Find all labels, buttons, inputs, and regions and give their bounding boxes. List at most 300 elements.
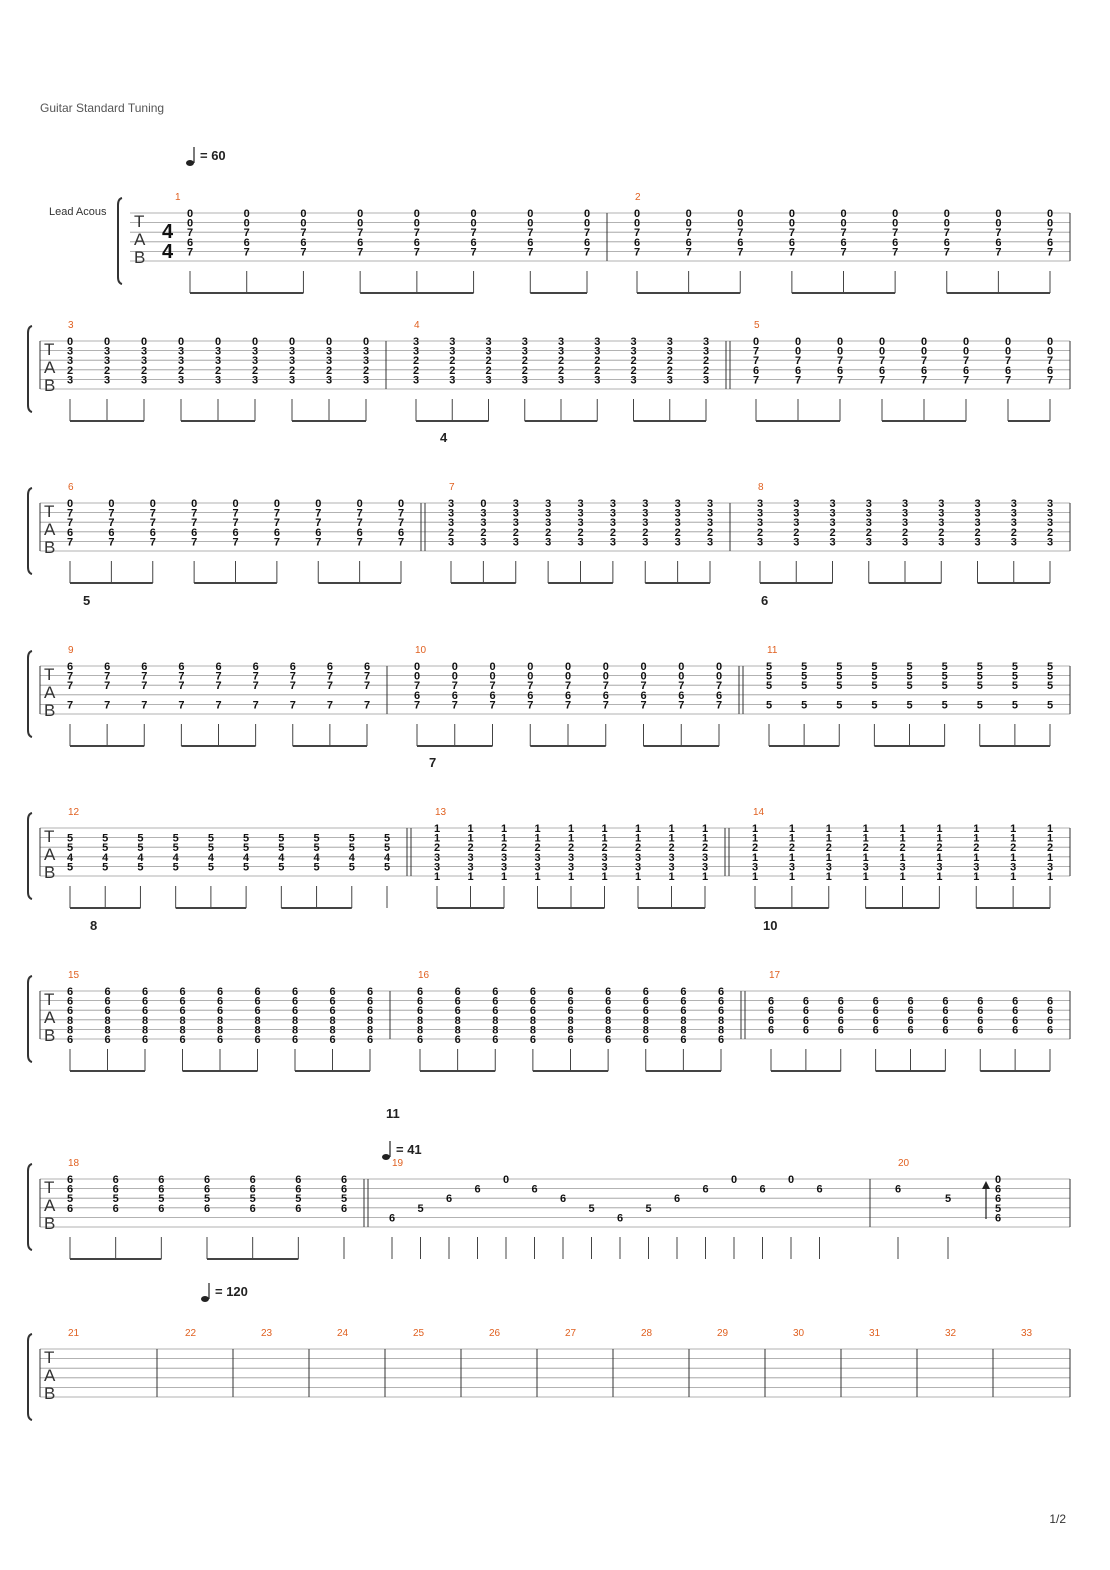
fret-number: 2	[974, 526, 981, 539]
fret-number: 6	[894, 1183, 902, 1196]
measure-number: 9	[68, 645, 74, 656]
tuning-header: Guitar Standard Tuning	[40, 101, 165, 115]
fret-number: 3	[577, 498, 584, 510]
fret-number: 3	[288, 355, 296, 368]
fret-number: 7	[108, 536, 115, 549]
fret-number: 7	[715, 680, 723, 693]
fret-number: 7	[640, 699, 647, 712]
fret-number: 2	[666, 364, 673, 377]
fret-number: 0	[943, 208, 950, 220]
fret-number: 5	[941, 661, 948, 673]
fret-number: 2	[634, 842, 642, 855]
tab-clef-letter: A	[44, 683, 56, 702]
fret-number: 0	[787, 1174, 795, 1186]
fret-number: 7	[357, 227, 364, 240]
fret-number: 6	[291, 986, 299, 998]
fret-number: 3	[674, 536, 681, 549]
fret-number: 3	[512, 498, 519, 510]
fret-number: 3	[480, 517, 487, 530]
fret-number: 2	[630, 364, 637, 377]
fret-number: 3	[480, 536, 487, 549]
fret-number: 0	[836, 345, 844, 358]
fret-number: 7	[300, 246, 307, 259]
fret-number: 1	[899, 832, 906, 845]
fret-number: 5	[102, 861, 109, 874]
fret-number: 1	[788, 851, 795, 864]
staff-bracket	[28, 1164, 32, 1250]
fret-number: 8	[642, 1014, 649, 1027]
fret-number: 1	[1010, 871, 1017, 883]
fret-number: 2	[534, 842, 541, 855]
fret-number: 1	[500, 871, 508, 883]
tab-clef-letter: A	[44, 1196, 56, 1215]
fret-number: 2	[594, 364, 601, 377]
fret-number: 3	[103, 355, 111, 368]
fret-number: 7	[397, 536, 405, 549]
fret-number: 1	[433, 871, 441, 883]
fret-number: 1	[500, 823, 508, 835]
fret-number: 5	[172, 832, 179, 845]
fret-number: 6	[602, 689, 609, 702]
fret-number: 6	[104, 1034, 111, 1046]
fret-number: 5	[871, 661, 878, 673]
fret-number: 6	[291, 1034, 299, 1046]
fret-number: 2	[521, 355, 528, 368]
fret-number: 3	[706, 498, 714, 510]
fret-number: 2	[825, 842, 832, 855]
fret-number: 5	[1011, 680, 1018, 693]
fret-number: 0	[994, 1174, 1002, 1186]
fret-number: 2	[862, 842, 869, 855]
fret-number: 2	[177, 364, 185, 377]
fret-number: 2	[412, 355, 420, 368]
fret-number: 3	[751, 861, 759, 874]
time-signature-top: 4	[162, 221, 174, 243]
fret-number: 7	[326, 670, 333, 683]
fret-number: 6	[252, 661, 259, 673]
fret-number: 8	[642, 1024, 649, 1037]
fret-number: 7	[215, 680, 222, 693]
fret-number: 3	[534, 851, 541, 864]
fret-number: 5	[172, 842, 179, 855]
fret-number: 7	[451, 680, 458, 693]
fret-number: 7	[995, 227, 1002, 240]
fret-number: 6	[527, 236, 534, 249]
fret-number: 5	[243, 832, 250, 845]
fret-number: 6	[191, 526, 198, 539]
fret-number: 1	[1010, 823, 1017, 835]
fret-number: 6	[203, 1202, 211, 1215]
fret-number: 3	[829, 536, 836, 549]
fret-number: 6	[837, 1014, 844, 1027]
tab-clef-letter: A	[44, 520, 56, 539]
fret-number: 6	[942, 1024, 949, 1037]
fret-number: 2	[66, 364, 74, 377]
fret-number: 6	[66, 526, 74, 539]
fret-number: 7	[602, 699, 609, 712]
fret-number: 1	[788, 823, 795, 835]
fret-number: 2	[449, 355, 456, 368]
fret-number: 8	[605, 1024, 612, 1037]
fret-number: 6	[141, 1034, 149, 1046]
fret-number: 0	[243, 208, 250, 220]
fret-number: 6	[356, 526, 363, 539]
fret-number: 6	[104, 995, 111, 1008]
fret-number: 4	[207, 851, 214, 864]
fret-number: 0	[794, 336, 802, 348]
tab-clef-letter: B	[44, 863, 56, 882]
fret-number: 0	[489, 670, 496, 683]
fret-number: 6	[802, 995, 809, 1008]
fret-number: 7	[108, 517, 115, 530]
fret-number: 7	[397, 517, 405, 530]
fret-number: 7	[836, 355, 844, 368]
fret-number: 6	[942, 1014, 949, 1027]
fret-number: 6	[759, 1183, 766, 1196]
fret-number: 3	[485, 336, 492, 348]
fret-number: 4	[313, 851, 320, 864]
fret-number: 3	[557, 374, 565, 387]
fret-number: 6	[942, 1005, 949, 1018]
fret-number: 3	[793, 507, 800, 520]
fret-number: 5	[976, 680, 983, 693]
fret-number: 3	[577, 517, 584, 530]
fret-number: 7	[326, 680, 333, 693]
fret-number: 5	[313, 842, 320, 855]
fret-number: 1	[825, 851, 832, 864]
fret-number: 5	[836, 670, 843, 683]
fret-number: 0	[66, 336, 74, 348]
fret-number: 7	[1004, 374, 1012, 387]
fret-number: 7	[527, 246, 534, 259]
fret-number: 8	[567, 1024, 574, 1037]
fret-number: 0	[583, 217, 591, 230]
fret-number: 6	[149, 526, 156, 539]
fret-number: 3	[666, 374, 673, 387]
fret-number: 6	[66, 1034, 74, 1046]
quarter-note-icon	[186, 160, 194, 166]
fret-number: 5	[348, 832, 355, 845]
fret-number: 0	[878, 345, 886, 358]
fret-number: 6	[685, 236, 692, 249]
fret-number: 3	[140, 374, 148, 387]
fret-number: 1	[601, 832, 608, 845]
fret-number: 3	[140, 355, 148, 368]
fret-number: 0	[730, 1174, 738, 1186]
fret-number: 6	[977, 995, 984, 1008]
fret-number: 1	[433, 823, 441, 835]
fret-number: 6	[315, 526, 322, 539]
fret-number: 0	[836, 336, 844, 348]
fret-number: 0	[232, 498, 239, 510]
fret-number: 3	[1046, 507, 1054, 520]
fret-number: 6	[1012, 1014, 1019, 1027]
fret-number: 3	[793, 517, 800, 530]
fret-number: 7	[794, 374, 802, 387]
section-number: 11	[386, 1106, 400, 1121]
fret-number: 6	[567, 1034, 574, 1046]
fret-number: 3	[567, 861, 575, 874]
fret-number: 6	[492, 1034, 499, 1046]
fret-number: 3	[702, 374, 710, 387]
fret-number: 6	[366, 986, 374, 998]
fret-number: 0	[527, 670, 534, 683]
fret-number: 1	[751, 871, 759, 883]
fret-number: 7	[489, 699, 496, 712]
fret-number: 1	[751, 851, 759, 864]
fret-number: 3	[594, 345, 601, 358]
fret-number: 6	[994, 1183, 1002, 1196]
measure-number: 16	[418, 970, 430, 981]
fret-number: 5	[801, 699, 808, 712]
measure-number: 33	[1021, 1328, 1033, 1339]
fret-number: 0	[214, 336, 222, 348]
fret-number: 7	[413, 680, 421, 693]
fret-number: 2	[214, 364, 222, 377]
fret-number: 6	[112, 1183, 119, 1196]
fret-number: 6	[141, 1005, 149, 1018]
fret-number: 7	[186, 246, 194, 259]
fret-number: 1	[634, 832, 642, 845]
fret-number: 6	[767, 1005, 775, 1018]
measure-number: 11	[767, 645, 778, 656]
tempo-marking: = 120	[215, 1284, 248, 1299]
fret-number: 6	[642, 1005, 649, 1018]
fret-number: 4	[348, 851, 355, 864]
fret-number: 1	[973, 832, 980, 845]
fret-number: 3	[938, 498, 945, 510]
fret-number: 6	[529, 1034, 536, 1046]
fret-number: 3	[467, 861, 474, 874]
fret-number: 3	[362, 374, 370, 387]
fret-number: 5	[871, 670, 878, 683]
measure-number: 31	[869, 1328, 881, 1339]
fret-number: 6	[203, 1183, 211, 1196]
fret-number: 6	[141, 661, 148, 673]
fret-number: 7	[66, 699, 74, 712]
fret-number: 3	[1010, 861, 1017, 874]
fret-number: 2	[577, 526, 584, 539]
fret-number: 2	[973, 842, 980, 855]
fret-number: 6	[179, 995, 186, 1008]
fret-number: 1	[467, 871, 474, 883]
fret-number: 5	[313, 861, 320, 874]
fret-number: 7	[1004, 355, 1012, 368]
fret-number: 7	[356, 517, 363, 530]
fret-number: 0	[1046, 217, 1054, 230]
fret-number: 8	[717, 1014, 725, 1027]
fret-number: 6	[179, 1034, 186, 1046]
fret-number: 6	[752, 364, 760, 377]
fret-number: 7	[1046, 227, 1054, 240]
fret-number: 6	[872, 1024, 879, 1037]
fret-number: 6	[232, 526, 239, 539]
fret-number: 7	[527, 227, 534, 240]
measure-number: 3	[68, 320, 74, 331]
fret-number: 7	[752, 355, 760, 368]
fret-number: 1	[433, 832, 441, 845]
fret-number: 6	[529, 1005, 536, 1018]
fret-number: 3	[449, 374, 456, 387]
fret-number: 2	[557, 355, 565, 368]
fret-number: 1	[751, 823, 759, 835]
fret-number: 6	[340, 1183, 348, 1196]
fret-number: 3	[974, 507, 981, 520]
fret-number: 5	[976, 670, 983, 683]
fret-number: 6	[249, 1183, 256, 1196]
fret-number: 5	[906, 661, 913, 673]
fret-number: 3	[609, 517, 616, 530]
fret-number: 1	[973, 823, 980, 835]
fret-number: 6	[717, 1034, 725, 1046]
fret-number: 6	[680, 1005, 687, 1018]
fret-number: 3	[642, 517, 649, 530]
fret-number: 7	[252, 699, 259, 712]
fret-number: 3	[251, 374, 259, 387]
measure-number: 8	[758, 482, 764, 493]
fret-number: 6	[872, 995, 879, 1008]
fret-number: 0	[451, 670, 458, 683]
fret-number: 0	[995, 208, 1002, 220]
fret-number: 3	[545, 507, 552, 520]
fret-number: 6	[943, 236, 950, 249]
fret-number: 2	[666, 355, 673, 368]
fret-number: 3	[362, 345, 370, 358]
fret-number: 7	[141, 670, 148, 683]
fret-number: 1	[936, 851, 943, 864]
fret-number: 8	[366, 1024, 374, 1037]
fret-number: 7	[788, 227, 795, 240]
fret-number: 7	[232, 517, 239, 530]
fret-number: 3	[702, 345, 710, 358]
fret-number: 0	[920, 336, 928, 348]
fret-number: 6	[291, 1005, 299, 1018]
fret-number: 0	[678, 670, 685, 683]
fret-number: 7	[289, 680, 296, 693]
fret-number: 3	[674, 517, 681, 530]
fret-number: 0	[737, 208, 744, 220]
fret-number: 6	[254, 1034, 261, 1046]
fret-number: 7	[1046, 246, 1054, 259]
fret-number: 0	[480, 498, 487, 510]
fret-number: 3	[521, 336, 528, 348]
fret-number: 6	[295, 1183, 302, 1196]
fret-number: 3	[214, 374, 222, 387]
fret-number: 3	[901, 507, 909, 520]
fret-number: 0	[685, 208, 692, 220]
fret-number: 6	[366, 1005, 374, 1018]
tab-clef-letter: B	[44, 701, 56, 720]
fret-number: 5	[278, 861, 285, 874]
fret-number: 6	[492, 986, 499, 998]
fret-number: 6	[920, 364, 928, 377]
fret-number: 3	[634, 851, 642, 864]
fret-number: 5	[249, 1193, 256, 1206]
fret-number: 6	[492, 1005, 499, 1018]
fret-number: 1	[862, 851, 869, 864]
fret-number: 6	[492, 995, 499, 1008]
fret-number: 0	[640, 670, 647, 683]
fret-number: 6	[1012, 1024, 1019, 1037]
fret-number: 6	[216, 1034, 224, 1046]
fret-number: 1	[534, 832, 541, 845]
fret-number: 0	[357, 208, 364, 220]
fret-number: 5	[871, 699, 878, 712]
fret-number: 6	[454, 995, 461, 1008]
fret-number: 3	[251, 345, 259, 358]
fret-number: 6	[977, 1024, 984, 1037]
fret-number: 1	[825, 832, 832, 845]
fret-number: 3	[214, 345, 222, 358]
fret-number: 7	[315, 517, 322, 530]
fret-number: 7	[104, 670, 111, 683]
fret-number: 8	[567, 1014, 574, 1027]
fret-number: 8	[416, 1024, 424, 1037]
fret-number: 3	[557, 336, 565, 348]
fret-number: 6	[717, 995, 725, 1008]
fret-number: 6	[717, 1005, 725, 1018]
fret-number: 0	[451, 661, 458, 673]
fret-number: 3	[865, 517, 872, 530]
fret-number: 6	[66, 1174, 74, 1186]
fret-number: 6	[215, 661, 222, 673]
fret-number: 0	[920, 345, 928, 358]
fret-number: 6	[567, 995, 574, 1008]
measure-number: 25	[413, 1328, 425, 1339]
measure-number: 15	[68, 970, 80, 981]
fret-number: 3	[630, 336, 637, 348]
fret-number: 1	[973, 871, 980, 883]
fret-number: 8	[291, 1014, 299, 1027]
fret-number: 6	[295, 1174, 302, 1186]
fret-number: 1	[634, 823, 642, 835]
fret-number: 1	[825, 823, 832, 835]
fret-number: 3	[865, 498, 872, 510]
fret-number: 8	[216, 1024, 224, 1037]
fret-number: 1	[862, 823, 869, 835]
fret-number: 0	[356, 498, 363, 510]
fret-number: 3	[447, 536, 455, 549]
fret-number: 2	[609, 526, 616, 539]
staff-bracket	[28, 488, 32, 574]
fret-number: 6	[1004, 364, 1012, 377]
fret-number: 8	[529, 1014, 536, 1027]
fret-number: 1	[1010, 832, 1017, 845]
fret-number: 3	[793, 536, 800, 549]
fret-number: 6	[531, 1183, 538, 1196]
fret-number: 6	[357, 236, 364, 249]
fret-number: 0	[1004, 345, 1012, 358]
fret-number: 3	[609, 536, 616, 549]
tab-clef-letter: T	[44, 1178, 55, 1197]
time-signature-bottom: 4	[162, 241, 174, 263]
fret-number: 3	[500, 861, 508, 874]
fret-number: 2	[500, 842, 508, 855]
fret-number: 3	[577, 507, 584, 520]
fret-number: 0	[788, 217, 795, 230]
fret-number: 0	[186, 208, 194, 220]
fret-number: 3	[706, 507, 714, 520]
fret-number: 7	[840, 246, 847, 259]
measure-number: 2	[635, 192, 641, 203]
tab-clef-letter: T	[44, 665, 55, 684]
fret-number: 5	[66, 861, 74, 874]
fret-number: 3	[140, 345, 148, 358]
fret-number: 7	[640, 680, 647, 693]
measure-number: 1	[175, 192, 181, 203]
fret-number: 7	[252, 680, 259, 693]
fret-number: 7	[273, 517, 280, 530]
